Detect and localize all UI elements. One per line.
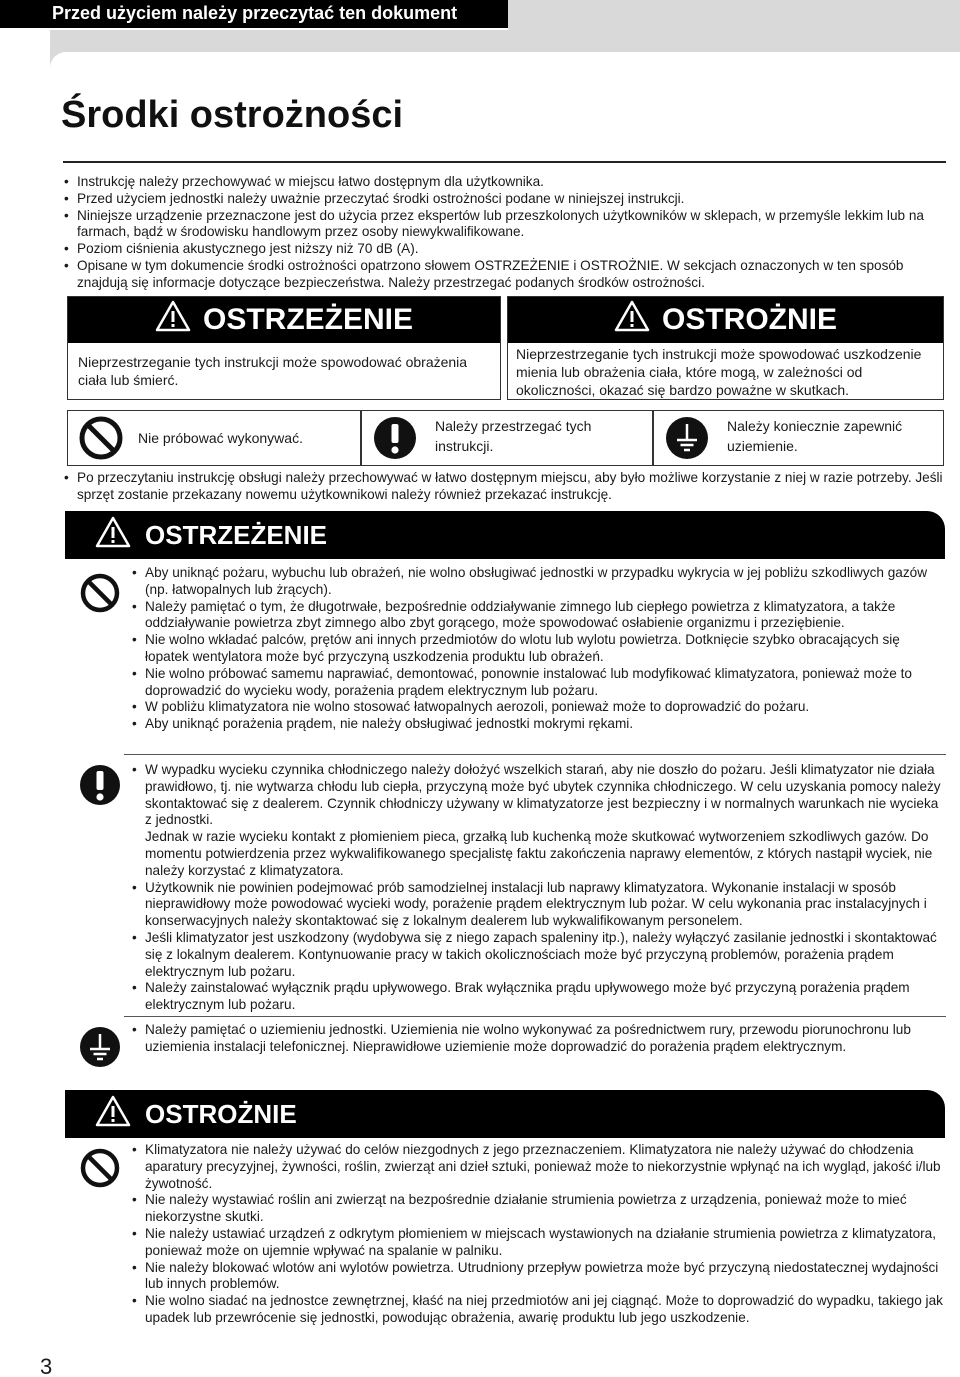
symbol-ground-box <box>653 410 944 466</box>
legend-warning-text: Nieprzestrzeganie tych instrukcji może spowodować obrażenia ciała lub śmierć. <box>78 354 468 388</box>
warning-item: • Aby uniknąć porażenia prądem, nie należy obsługiwać jednostki mokrymi rękami. <box>132 716 944 733</box>
page-title: Środki ostrożności <box>61 94 404 136</box>
caution-item: • Nie wolno siadać na jednostce zewnętrznej, kłaść na niej przedmiotów ani jej ciągnąć. Może to doprowadzić do wypadku, takiego jak upadek lub przewrócenie się jednostki, powodując obrażenia, awarię produktu lub jego uszkodzenie. <box>132 1293 944 1327</box>
warning-triangle-icon <box>155 300 191 340</box>
legend-caution <box>507 296 944 400</box>
warning-item: • Użytkownik nie powinien podejmować prób samodzielnej instalacji lub naprawy klimatyzatora. Wykonanie instalacji w sposób nieprawidłowy może powodować wycieki wody, porażenie prądem elektrycznym lub pożar. W celu wykonania prac instalacyjnych i konserwacyjnych należy skontaktować się z lokalnym dealerem lub wykwalifikowanym personelem. <box>132 880 944 930</box>
ground-icon <box>664 415 710 466</box>
warning-item: • Należy pamiętać o uziemieniu jednostki. Uziemienia nie wolno wykonywać za pośrednictwem rury, przewodu piorunochronu lub uziemienia instalacji telefonicznej. Nieprawidłowe uziemienie może doprowadzić do porażenia prądem elektrycznym. <box>132 1022 944 1056</box>
group-divider <box>124 1016 946 1017</box>
legend-caution-title: OSTROŻNIE <box>661 303 837 336</box>
top-grey-band <box>508 0 960 30</box>
warning-triangle-icon <box>95 516 131 555</box>
warning-item: • Nie wolno próbować samemu naprawiać, demontować, ponownie instalować lub modyfikować klimatyzatora, ponieważ może to doprowadzić do wycieku wody, porażenia prądem elektrycznym lub pożaru. <box>132 666 944 700</box>
warning-section-title: OSTRZEŻENIE <box>145 519 328 550</box>
warning-section-header <box>65 511 945 559</box>
warning-prohibited-list <box>132 565 944 733</box>
warning-triangle-icon <box>95 1095 131 1134</box>
after-reading-list <box>64 470 944 504</box>
intro-item: • Niniejsze urządzenie przeznaczone jest do użycia przez ekspertów lub przeszkolonych użytkowników w sklepach, w przemyśle lekkim lub na farmach, bądź w środowisku handlowym przez osoby niewykwalifikowane. <box>64 208 944 242</box>
caution-prohibited-list <box>132 1142 944 1327</box>
mandatory-icon <box>79 764 121 811</box>
legend-warning-title: OSTRZEŻENIE <box>202 303 413 336</box>
intro-item: • Poziom ciśnienia akustycznego jest niższy niż 70 dB (A). <box>64 241 944 258</box>
page-number: 3 <box>40 1354 53 1377</box>
warning-item: • W pobliżu klimatyzatora nie wolno stosować łatwopalnych aerozoli, ponieważ może to doprowadzić do pożaru. <box>132 699 944 716</box>
symbol-mandatory-text: Należy przestrzegać tych instrukcji. <box>435 418 592 454</box>
intro-item: • Opisane w tym dokumencie środki ostrożności opatrzono słowem OSTRZEŻENIE i OSTROŻNIE. W sekcjach oznaczonych w ten sposób znajdują się informacje dotyczące bezpieczeństwa. Należy przestrzegać podanych środków ostrożności. <box>64 258 944 292</box>
group-divider <box>124 754 946 755</box>
symbol-mandatory-box <box>361 410 653 466</box>
symbol-ground-text: Należy koniecznie zapewnić uziemienie. <box>727 418 903 454</box>
warning-mandatory-list <box>132 762 944 1014</box>
warning-item-continuation <box>132 829 944 879</box>
caution-item: • Nie należy blokować wlotów ani wylotów powietrza. Utrudniony przepływ powietrza może być przyczyną niedostatecznej wydajności lub innych problemów. <box>132 1260 944 1294</box>
warning-item: • Aby uniknąć pożaru, wybuchu lub obrażeń, nie wolno obsługiwać jednostki w przypadku wykrycia w jej pobliżu szkodliwych gazów (np. łatwopalnych lub żrących). <box>132 565 944 599</box>
after-reading-item: • Po przeczytaniu instrukcję obsługi należy przechowywać w łatwo dostępnym miejscu, aby było możliwe korzystanie z niej w razie potrzeby. Jeśli sprzęt zostanie przekazany nowemu użytkownikowi należy również przekazać instrukcję. <box>64 470 944 504</box>
caution-item: • Klimatyzatora nie należy używać do celów niezgodnych z jego przeznaczeniem. Klimatyzatora nie należy używać do chłodzenia aparatury precyzyjnej, żywności, roślin, zwierząt ani dzieł sztuki, ponieważ może to niekorzystnie wpłynąć na ich wygląd, jakość i/lub żywotność. <box>132 1142 944 1192</box>
ground-icon <box>79 1026 121 1073</box>
warning-item: • Nie wolno wkładać palców, prętów ani innych przedmiotów do wlotu lub wylotu powietrza. Dotknięcie szybko obracających się łopatek wentylatora może być przyczyną uszkodzenia produktu lub obrażeń. <box>132 632 944 666</box>
warning-item: • Jeśli klimatyzator jest uszkodzony (wydobywa się z niego zapach spaleniny itp.), należy wyłączyć zasilanie jednostki i skontaktować się z lokalnym dealerem. Kontynuowanie pracy w takich okolicznościach może być przyczyną problemów, porażenia prądem elektrycznym lub pożaru. <box>132 930 944 980</box>
header-tab: Przed użyciem należy przeczytać ten dokument <box>0 0 508 28</box>
intro-list <box>64 174 944 292</box>
caution-item: • Nie należy wystawiać roślin ani zwierząt na bezpośrednie działanie strumienia powietrza z urządzenia, ponieważ może to mieć niekorzystne skutki. <box>132 1192 944 1226</box>
legend-caution-text: Nieprzestrzeganie tych instrukcji może spowodować uszkodzenie mienia lub obrażenia ciała, które mogą, w zależności od okoliczności, okazać się bardzo poważne w skutkach. <box>516 346 922 398</box>
intro-item: • Instrukcję należy przechowywać w miejscu łatwo dostępnym dla użytkownika. <box>64 174 944 191</box>
legend-warning-header <box>68 297 500 343</box>
prohibited-icon <box>78 415 124 466</box>
warning-item-continuation-text: Jednak w razie wycieku kontakt z płomieniem pieca, grzałką lub kuchenką może skutkować wytworzeniem szkodliwych gazów. Do momentu potwierdzenia przez wykwalifikowanego specjalistę faktu zakończenia naprawy elementów, z których nastąpił wyciek, nie należy korzystać z klimatyzatora. <box>145 829 933 878</box>
warning-item: • W wypadku wycieku czynnika chłodniczego należy dołożyć wszelkich starań, aby nie doszło do pożaru. Jeśli klimatyzator nie działa prawidłowo, tj. nie wytwarza chłodu lub ciepła, przyczyną może być ubytek czynnika chłodniczego. W celu uzyskania pomocy należy skontaktować się z dealerem. Czynnik chłodniczy używany w klimatyzatorze jest bezpieczny i w normalnych warunkach nie wycieka z jednostki. <box>132 762 944 829</box>
legend-caution-header <box>508 297 943 343</box>
prohibited-icon <box>79 1147 121 1194</box>
symbol-prohibited-text: Nie próbować wykonywać. <box>138 430 303 446</box>
mandatory-icon <box>372 415 418 466</box>
legend-warning <box>67 296 501 400</box>
caution-item: • Nie należy ustawiać urządzeń z odkrytym płomieniem w miejscach wystawionych na działanie strumienia powietrza z klimatyzatora, ponieważ może on ujemnie wpływać na spalanie w palniku. <box>132 1226 944 1260</box>
warning-ground-list <box>132 1022 944 1056</box>
warning-triangle-icon <box>614 300 650 340</box>
caution-section-title: OSTROŻNIE <box>145 1098 297 1129</box>
symbol-prohibited-box <box>67 410 361 466</box>
warning-item: • Należy zainstalować wyłącznik prądu upływowego. Brak wyłącznika prądu upływowego może być przyczyną porażenia prądem elektrycznym lub pożaru. <box>132 980 944 1014</box>
caution-section-header <box>65 1090 945 1138</box>
warning-item: • Należy pamiętać o tym, że długotrwałe, bezpośrednie oddziaływanie zimnego lub ciepłego powietrza z klimatyzatora, a także oddziaływanie powietrza zbyt zimnego albo zbyt gorącego, może spowodować osłabienie organizmu i przeziębienie. <box>132 599 944 633</box>
intro-item: • Przed użyciem jednostki należy uważnie przeczytać środki ostrożności podane w niniejszej instrukcji. <box>64 191 944 208</box>
title-rule <box>63 161 946 163</box>
prohibited-icon <box>79 572 121 619</box>
